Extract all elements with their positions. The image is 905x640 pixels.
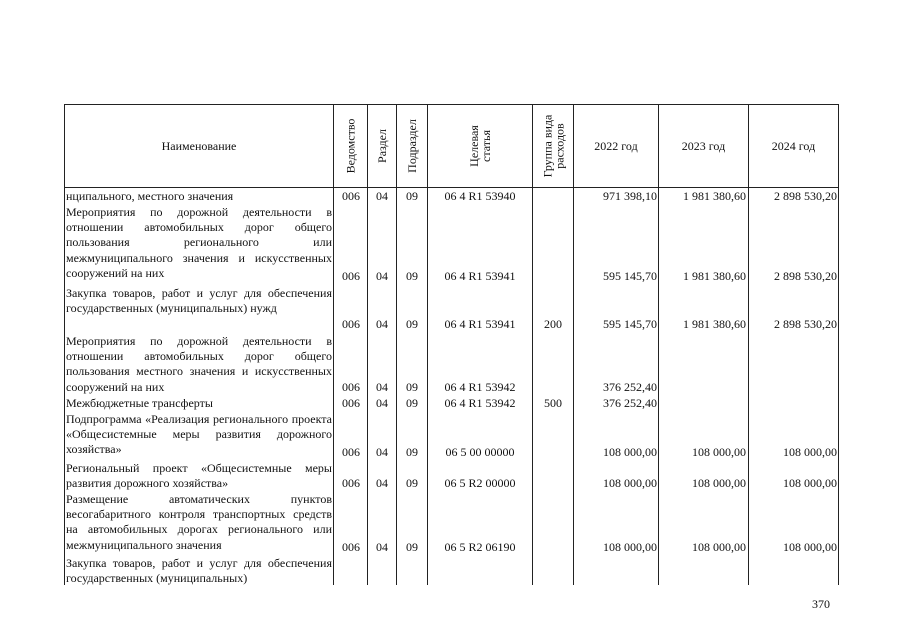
- cell-celevaya-statya: 06 5 R2 06190: [444, 540, 516, 554]
- cell-podrazdel: 09: [406, 445, 418, 459]
- cell-2023: 108 000,00: [692, 540, 746, 554]
- cell-vedomstvo: 006: [342, 540, 360, 554]
- cell-2022: 108 000,00: [603, 540, 657, 554]
- cell-2024: 108 000,00: [783, 445, 837, 459]
- cell-2024: 2 898 530,20: [774, 189, 837, 203]
- table-row: [0, 380, 905, 395]
- header-podrazdel: Подраздел: [405, 119, 420, 173]
- cell-2022: 595 145,70: [603, 269, 657, 283]
- table-row: [0, 269, 905, 284]
- cell-razdel: 04: [376, 189, 388, 203]
- cell-2023: 1 981 380,60: [683, 189, 746, 203]
- cell-2024: 108 000,00: [783, 540, 837, 554]
- cell-razdel: 04: [376, 445, 388, 459]
- cell-2022: 108 000,00: [603, 476, 657, 490]
- cell-2024: 2 898 530,20: [774, 269, 837, 283]
- row-name: Мероприятия по дорожной деятельности в отношении автомобильных дорог общего пользования регионального или межмуниципального значения и искусственных сооружений на них: [66, 205, 332, 280]
- cell-razdel: 04: [376, 317, 388, 331]
- cell-gruppa: 500: [544, 396, 562, 410]
- row-name: Региональный проект «Общесистемные меры развития дорожного хозяйства»: [66, 461, 332, 491]
- cell-2022: 595 145,70: [603, 317, 657, 331]
- cell-podrazdel: 09: [406, 317, 418, 331]
- header-2024: 2024 год: [771, 138, 816, 153]
- cell-celevaya-statya: 06 5 R2 00000: [444, 476, 516, 490]
- cell-2023: 1 981 380,60: [683, 269, 746, 283]
- cell-podrazdel: 09: [406, 540, 418, 554]
- table-row: [0, 396, 905, 411]
- cell-celevaya-statya: 06 4 R1 53940: [444, 189, 516, 203]
- cell-2024: 2 898 530,20: [774, 317, 837, 331]
- header-vedomstvo: Ведомство: [343, 118, 358, 174]
- cell-vedomstvo: 006: [342, 445, 360, 459]
- table-row: [0, 189, 905, 204]
- header-celevaya-statya: Целевая статья: [466, 125, 493, 167]
- page-number: 370: [812, 597, 830, 611]
- cell-celevaya-statya: 06 4 R1 53942: [444, 396, 516, 410]
- cell-vedomstvo: 006: [342, 189, 360, 203]
- row-name: Подпрограмма «Реализация регионального проекта «Общесистемные меры развития дорожного хозяйства»: [66, 412, 332, 457]
- cell-vedomstvo: 006: [342, 476, 360, 490]
- row-name: Закупка товаров, работ и услуг для обеспечения государственных (муниципальных): [66, 556, 332, 586]
- header-divider: [64, 187, 839, 188]
- cell-podrazdel: 09: [406, 189, 418, 203]
- header-2023: 2023 год: [681, 138, 726, 153]
- cell-razdel: 04: [376, 476, 388, 490]
- cell-razdel: 04: [376, 396, 388, 410]
- cell-gruppa: 200: [544, 317, 562, 331]
- cell-podrazdel: 09: [406, 396, 418, 410]
- cell-2023: 108 000,00: [692, 445, 746, 459]
- table-row: [0, 445, 905, 460]
- cell-2023: 108 000,00: [692, 476, 746, 490]
- row-name: Закупка товаров, работ и услуг для обеспечения государственных (муниципальных) нужд: [66, 286, 332, 316]
- cell-razdel: 04: [376, 269, 388, 283]
- table-row: [0, 540, 905, 555]
- cell-vedomstvo: 006: [342, 317, 360, 331]
- cell-2022: 108 000,00: [603, 445, 657, 459]
- cell-celevaya-statya: 06 4 R1 53942: [444, 380, 516, 394]
- header-name: Наименование: [161, 138, 237, 153]
- header-2022: 2022 год: [594, 138, 638, 153]
- row-name: нципального, местного значения: [66, 189, 234, 203]
- row-name: Мероприятия по дорожной деятельности в отношении автомобильных дорог общего пользования местного значения и искусственных сооружений на них: [66, 334, 332, 394]
- header-gruppa-vida-rashodov: Группа вида расходов: [540, 114, 566, 178]
- row-name: Размещение автоматических пунктов весогабаритного контроля транспортных средств на автомобильных дорогах регионального или межмуниципального значения: [66, 492, 332, 552]
- cell-celevaya-statya: 06 4 R1 53941: [444, 269, 516, 283]
- cell-vedomstvo: 006: [342, 396, 360, 410]
- cell-2022: 376 252,40: [603, 380, 657, 394]
- cell-2023: 1 981 380,60: [683, 317, 746, 331]
- header-razdel: Раздел: [375, 129, 390, 163]
- cell-podrazdel: 09: [406, 476, 418, 490]
- table-row: [0, 476, 905, 491]
- cell-vedomstvo: 006: [342, 380, 360, 394]
- cell-razdel: 04: [376, 380, 388, 394]
- cell-podrazdel: 09: [406, 269, 418, 283]
- cell-razdel: 04: [376, 540, 388, 554]
- row-name: Межбюджетные трансферты: [66, 396, 213, 410]
- cell-2024: 108 000,00: [783, 476, 837, 490]
- cell-2022: 971 398,10: [603, 189, 657, 203]
- cell-2022: 376 252,40: [603, 396, 657, 410]
- table-row: [0, 317, 905, 332]
- cell-celevaya-statya: 06 5 00 00000: [445, 445, 515, 459]
- cell-podrazdel: 09: [406, 380, 418, 394]
- cell-celevaya-statya: 06 4 R1 53941: [444, 317, 516, 331]
- cell-vedomstvo: 006: [342, 269, 360, 283]
